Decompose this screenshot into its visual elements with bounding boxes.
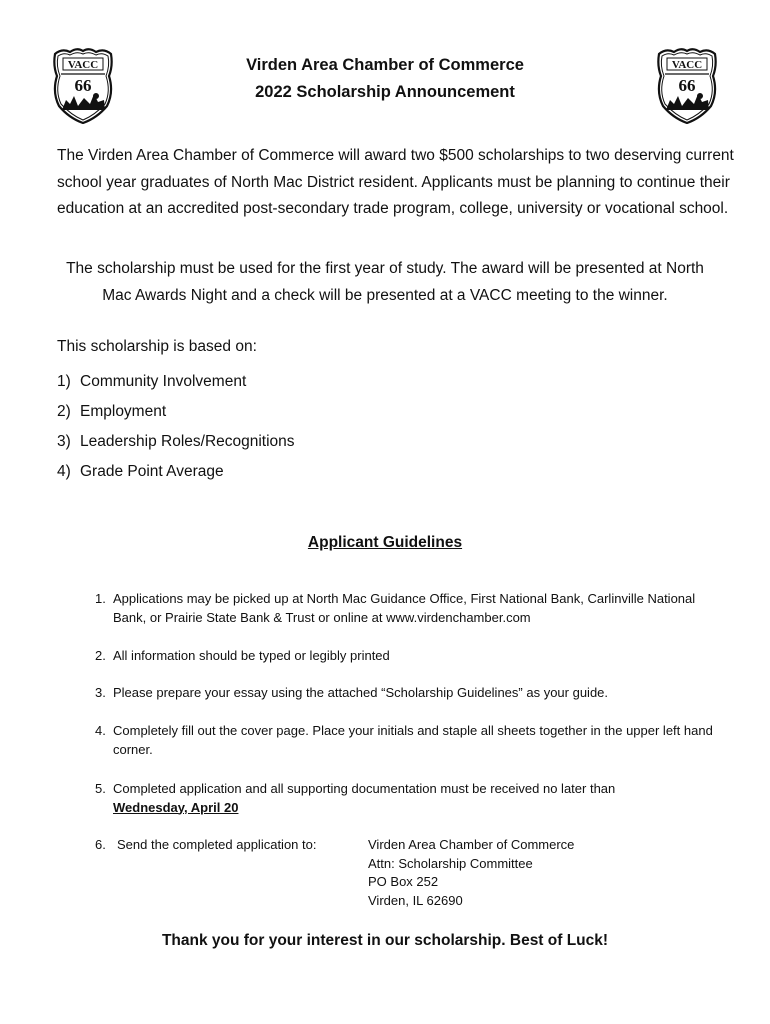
guideline-text: Completely fill out the cover page. Place your initials and staple all sheets together in the upper left hand corner. — [113, 723, 713, 757]
address-line: Attn: Scholarship Committee — [368, 855, 533, 871]
list-item-label: Grade Point Average — [80, 463, 224, 480]
list-item-number: 4) — [57, 463, 71, 480]
svg-text:VACC: VACC — [671, 59, 703, 71]
address-line: Virden, IL 62690 — [368, 892, 463, 908]
guideline-text: Applications may be picked up at North Mac Guidance Office, First National Bank, Carlinville National Bank, or Prairie State Bank & Trust or online at www.virdenchamber.com — [113, 591, 696, 625]
list-item-number: 2) — [57, 403, 71, 420]
basis-intro: This scholarship is based on: — [57, 338, 257, 355]
guideline-text: Send the completed application to: — [117, 837, 317, 852]
guideline-number: 5. — [95, 781, 106, 796]
svg-text:66: 66 — [74, 76, 92, 95]
list-item — [57, 370, 295, 400]
deadline-date: Wednesday, April 20 — [113, 799, 239, 815]
closing-message: Thank you for your interest in our scholarship. Best of Luck! — [161, 932, 609, 949]
route-66-shield-icon — [654, 46, 720, 124]
guideline-text: All information should be typed or legibly printed — [113, 648, 390, 663]
guideline-item — [95, 836, 715, 910]
guideline-item — [95, 647, 715, 666]
title-announcement: 2022 Scholarship Announcement — [255, 83, 515, 101]
list-item-label: Employment — [80, 403, 167, 420]
list-item-label: Leadership Roles/Recognitions — [80, 433, 295, 450]
guideline-item — [95, 684, 715, 703]
guideline-deadline-text: Completed application and all supporting documentation must be received no later than — [113, 781, 616, 796]
guideline-item — [95, 722, 715, 759]
guideline-item — [95, 590, 715, 627]
svg-text:66: 66 — [678, 76, 696, 95]
criteria-list — [57, 370, 295, 490]
guideline-number: 1. — [95, 591, 106, 606]
address-line: PO Box 252 — [368, 874, 439, 889]
guideline-number: 4. — [95, 723, 106, 738]
list-item — [57, 400, 295, 430]
guideline-text: Please prepare your essay using the attached “Scholarship Guidelines” as your guide. — [113, 685, 609, 700]
list-item-number: 3) — [57, 433, 71, 450]
list-item-number: 1) — [57, 373, 71, 390]
vacc-66-logo-right — [654, 46, 720, 124]
mailing-address — [368, 836, 715, 910]
guideline-number: 2. — [95, 648, 106, 663]
intro-paragraph-award: The Virden Area Chamber of Commerce will award two $500 scholarships to two deserving current school year graduates of North Mac District resident. Applicants must be planning to continue their education at an accredited post-secondary trade program, college, university or vocational school. — [57, 147, 734, 217]
list-item — [57, 460, 295, 490]
title-organization: Virden Area Chamber of Commerce — [246, 56, 524, 74]
guideline-text — [113, 780, 715, 817]
address-line: Virden Area Chamber of Commerce — [368, 837, 575, 852]
guideline-number: 3. — [95, 685, 106, 700]
list-item — [57, 430, 295, 460]
guideline-number: 6. — [95, 837, 106, 852]
guideline-item — [95, 780, 715, 817]
guidelines-heading: Applicant Guidelines — [307, 534, 463, 551]
list-item-label: Community Involvement — [80, 373, 247, 390]
intro-paragraph-usage: The scholarship must be used for the first year of study. The award will be presented at North Mac Awards Night and a check will be presented at a VACC meeting to the winner. — [66, 260, 704, 304]
svg-text:VACC: VACC — [67, 59, 99, 71]
